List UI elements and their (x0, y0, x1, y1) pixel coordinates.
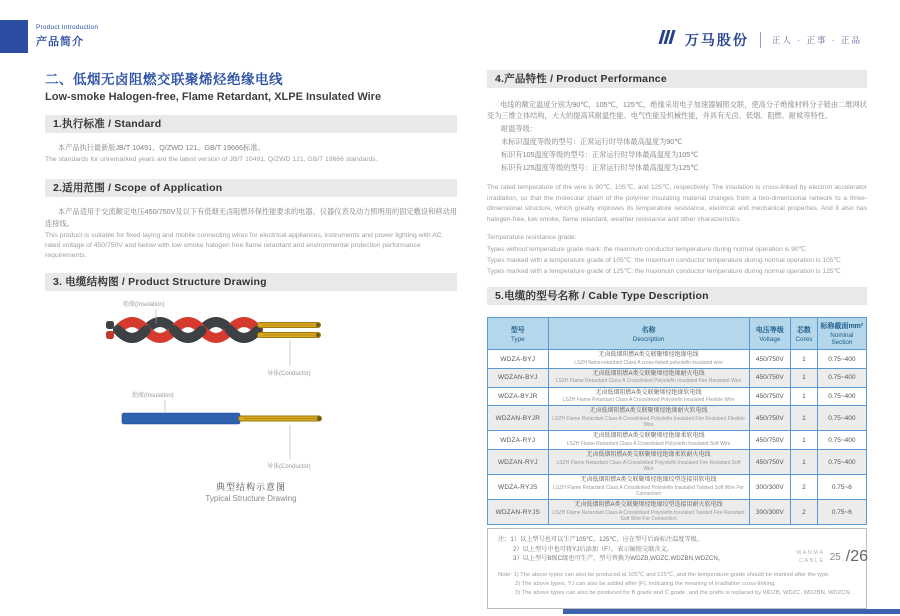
twisted-pair-drawing (106, 321, 320, 339)
table-row (488, 431, 867, 450)
table-cell-volt: 450/750V (749, 350, 791, 369)
page-total: /26 (845, 548, 868, 565)
table-cell-desc: 无卤低烟阻燃A类交联聚烯烃绝缘电线 LSZH flame-retardant Class A cross-linked polyolefin insulated wire (548, 350, 749, 369)
table-cell-cores: 1 (791, 431, 818, 450)
table-row (488, 387, 867, 406)
note-line-en: 3) The above types can also be produced for B grade and C grade, and the prefix is replaced by WDZB, WDZC, WDZBN, WDZCN. (515, 589, 852, 596)
table-cell-volt: 450/750V (749, 431, 791, 450)
table-cell-cores: 1 (791, 406, 818, 431)
table-notes (487, 528, 867, 609)
grade-en-1: Types without temperature grade mark: the maximum conductor temperature during normal operation is 90℃ (487, 245, 806, 253)
grade-en-3: Types marked with a temperature grade of 125℃: the maximum conductor temperature during normal operation is 125℃ (487, 267, 841, 275)
table-row (488, 500, 867, 525)
table-cell-cores: 1 (791, 368, 818, 387)
logo-divider (760, 32, 761, 48)
table-cell-type: WDZAN-BYJ (488, 368, 549, 387)
table-cell-desc: 无卤低烟阻燃A类交联聚烯烃绝缘耐火电线 LSZH Flame Retardant Class A Crosslinked Polyolefin Insulated Fire Resistant Wire (548, 368, 749, 387)
bottom-accent-bar (563, 609, 900, 614)
grade-title-en: Temperature resistance grade: (487, 234, 577, 242)
eyebrow-cn: 产品简介 (36, 36, 84, 48)
table-cell-volt: 450/750V (749, 406, 791, 431)
note-line-en: 2) The above types, YJ can also be added after (F), indicating the meaning of irradiation cross-linking. (515, 580, 776, 587)
table-row (488, 450, 867, 475)
table-cell-cores: 1 (791, 450, 818, 475)
cable-table-body (488, 350, 867, 525)
col-header-cores: 芯数 Cores (791, 318, 818, 350)
col-header-type: 型号 Type (488, 318, 549, 350)
table-cell-volt: 450/750V (749, 450, 791, 475)
company-logo (656, 30, 862, 50)
table-row (488, 368, 867, 387)
note-line: 注：1）以上型号也可以生产105℃，125℃，应在型号后面标注温度等级。 (498, 536, 704, 544)
section-scope-heading: 2.适用范围 / Scope of Application (45, 179, 457, 197)
insulation-label-bottom: 绝缘(Insulation) (132, 393, 174, 400)
table-cell-volt: 450/750V (749, 387, 791, 406)
table-cell-type: WDZA-BYJ (488, 350, 549, 369)
insulation-label-top: 绝缘(Insulation) (123, 302, 165, 309)
logo-text: 万马股份 (684, 32, 749, 48)
table-cell-cores: 2 (791, 500, 818, 525)
table-cell-volt: 300/300V (749, 475, 791, 500)
single-wire-drawing (122, 413, 321, 424)
performance-body-en: The rated temperature of the wire is 90℃, 105℃, and 125℃, respectively. The insulation is cross-linked by electron accelerator irradiation, so that the molecular chain of the polymer insulating material changes from a two-dimensional network to a three-dimensional structure, which greatly improves its temperature resistance, electrical and mechanical properties. And it also has halogen-free, low smoke, flame retardant, weather resistance and other characteristics. (487, 184, 867, 223)
cable-table-header (488, 318, 867, 350)
note-line: 2）以上型号中也可将YJ后添加（F），表示辐照交联含义。 (513, 545, 673, 553)
wanma-logo-icon (656, 30, 678, 50)
table-cell-desc: 无卤低烟阻燃A类交联聚烯烃绝缘柔软电线 LSZH Flame Retardant Class A Crosslinked Polyolefin Insulated Soft Wire (548, 431, 749, 450)
table-cell-type: WDZAN-RYJS (488, 500, 549, 525)
grade-cn-2: 标识有105温度等级的型号：正常运行时导体最高温度为105℃ (501, 150, 699, 160)
notes-en (498, 571, 856, 598)
scope-body-cn: 本产品适用于交流额定电压450/750V及以下有低烟无卤阻燃环保性能要求的电器、仪器仪表及动力照明用的固定敷设和移动用连接线。 (45, 207, 457, 228)
col-header-voltage: 电压等级 Voltage (749, 318, 791, 350)
table-row (488, 475, 867, 500)
eyebrow-en: Product Introduction (36, 24, 99, 31)
logo-tagline: 正人 · 正事 · 正品 (771, 35, 862, 45)
table-row (488, 406, 867, 431)
col-header-section: 标称截面mm² Nominal Section (817, 318, 866, 350)
col-header-description: 名称 Description (548, 318, 749, 350)
table-cell-sect: 0.75~6 (817, 500, 866, 525)
section-structure-heading: 3. 电缆结构图 / Product Structure Drawing (45, 273, 457, 291)
table-cell-desc: 无卤低烟阻燃A类交联聚烯烃绝缘绞型连接用耐火软电线 LSZH Flame Retardant Class A Crosslinked Polyolefin Insulated Twisted Fire Resistant Soft Wire For Connection (548, 500, 749, 525)
table-cell-type: WDZAN-BYJR (488, 406, 549, 431)
table-row (488, 350, 867, 369)
structure-drawing (45, 297, 457, 480)
grade-cn-1: 未标识温度等级的型号：正常运行时导体最高温度为90℃ (501, 137, 683, 147)
table-cell-volt: 450/750V (749, 368, 791, 387)
standard-body-cn: 本产品执行最新版JB/T 10491、Q/ZWD 121、GB/T 19666标准。 (57, 143, 265, 152)
table-cell-volt: 300/300V (749, 500, 791, 525)
section-types-heading: 5.电缆的型号名称 / Cable Type Description (487, 287, 867, 305)
standard-body-en: The standards for unremarked years are the latest version of JB/T 10491, Q/ZWD 121, GB/T 19666 standards. (45, 156, 378, 164)
caption-en: Typical Structure Drawing (205, 494, 297, 504)
conductor-label-bottom: 导体(Conductor) (267, 464, 311, 471)
grade-cn-3: 标识有125温度等级的型号：正常运行时导体最高温度为125℃ (501, 163, 699, 173)
scope-body-en: This product is suitable for fixed laying and mobile connecting wires for electrical appliances, instruments and power lighting with AC rated voltage of 450/750V and below with low smoke halogen free flame retardant and environmental protection performance requirements. (45, 231, 442, 260)
page-title-en: Low-smoke Halogen-free, Flame Retardant, XLPE Insulated Wire (45, 91, 382, 103)
table-cell-desc: 无卤低烟阻燃A类交联聚烯烃绝缘软电线 LSZH Flame Retardant Class A Crosslinked Polyolefin Insulated Flexible Wire (548, 387, 749, 406)
conductor-label-top: 导体(Conductor) (267, 371, 311, 378)
grade-title-cn: 耐温等级： (501, 124, 537, 134)
note-line-en: Note: 1) The above types can also be produced at 105℃ and 125℃, and the temperature grade should be marked after the type. (498, 571, 830, 578)
page-eyebrow (36, 24, 98, 49)
table-cell-sect: 0.75~400 (817, 368, 866, 387)
left-column (45, 68, 457, 503)
right-column (487, 70, 867, 609)
section-performance-heading: 4.产品特性 / Product Performance (487, 70, 867, 88)
table-cell-sect: 0.75~400 (817, 406, 866, 431)
grade-en-2: Types marked with a temperature grade of 105℃: the maximum conductor temperature during normal operation is 105℃ (487, 256, 841, 264)
page-number: 25 (829, 551, 841, 563)
table-cell-type: WDZA-BYJR (488, 387, 549, 406)
caption-cn: 典型结构示意图 (215, 482, 286, 493)
page-footer (796, 548, 868, 566)
note-line: 3）以上型号B级C级也可生产，型号替换为WDZB,WDZC,WDZBN,WDZCN。 (513, 555, 725, 563)
cable-type-table (487, 317, 867, 525)
table-cell-type: WDZA-RYJS (488, 475, 549, 500)
table-cell-sect: 0.75~400 (817, 387, 866, 406)
footer-brand: WANMA CABLE (796, 549, 825, 564)
table-cell-desc: 无卤低烟阻燃A类交联聚烯烃绝缘耐火软电线 LSZH Flame Retardant Class A Crosslinked Polyolefin Insulated Fire Resistant Flexible Wire (548, 406, 749, 431)
table-cell-sect: 0.75~400 (817, 431, 866, 450)
table-cell-desc: 无卤低烟阻燃A类交联聚烯烃绝缘绞型连接用软电线 LSZH Flame Retardant Class A Crosslinked Polyolefin Insulated Twisted Soft Wire For Connection (548, 475, 749, 500)
structure-caption (45, 480, 457, 503)
table-cell-cores: 2 (791, 475, 818, 500)
table-cell-cores: 1 (791, 350, 818, 369)
table-cell-sect: 0.75~6 (817, 475, 866, 500)
brand-square (0, 20, 28, 53)
table-cell-sect: 0.75~400 (817, 450, 866, 475)
table-cell-sect: 0.75~400 (817, 350, 866, 369)
table-cell-type: WDZAN-RYJ (488, 450, 549, 475)
section-standard-heading: 1.执行标准 / Standard (45, 115, 457, 133)
performance-body-cn: 电线的额定温度分别为90℃，105℃，125℃，绝缘采用电子加速器辐照交联，使高分子绝缘材料分子链由二维网状变为三维立体结构，大大的提高其耐温性能、电气性能及机械性能，并具有无卤、低烟、阻燃、耐候等特性。 (487, 100, 867, 121)
table-cell-type: WDZA-RYJ (488, 431, 549, 450)
page-title-cn: 二、低烟无卤阻燃交联聚烯烃绝缘电线 (45, 72, 283, 87)
table-cell-cores: 1 (791, 387, 818, 406)
table-cell-desc: 无卤低烟阻燃A类交联聚烯烃绝缘柔软耐火电线 LSZH Flame Retardant Class A Crosslinked Polyolefin Insulated Fire Resistant Soft Wire (548, 450, 749, 475)
